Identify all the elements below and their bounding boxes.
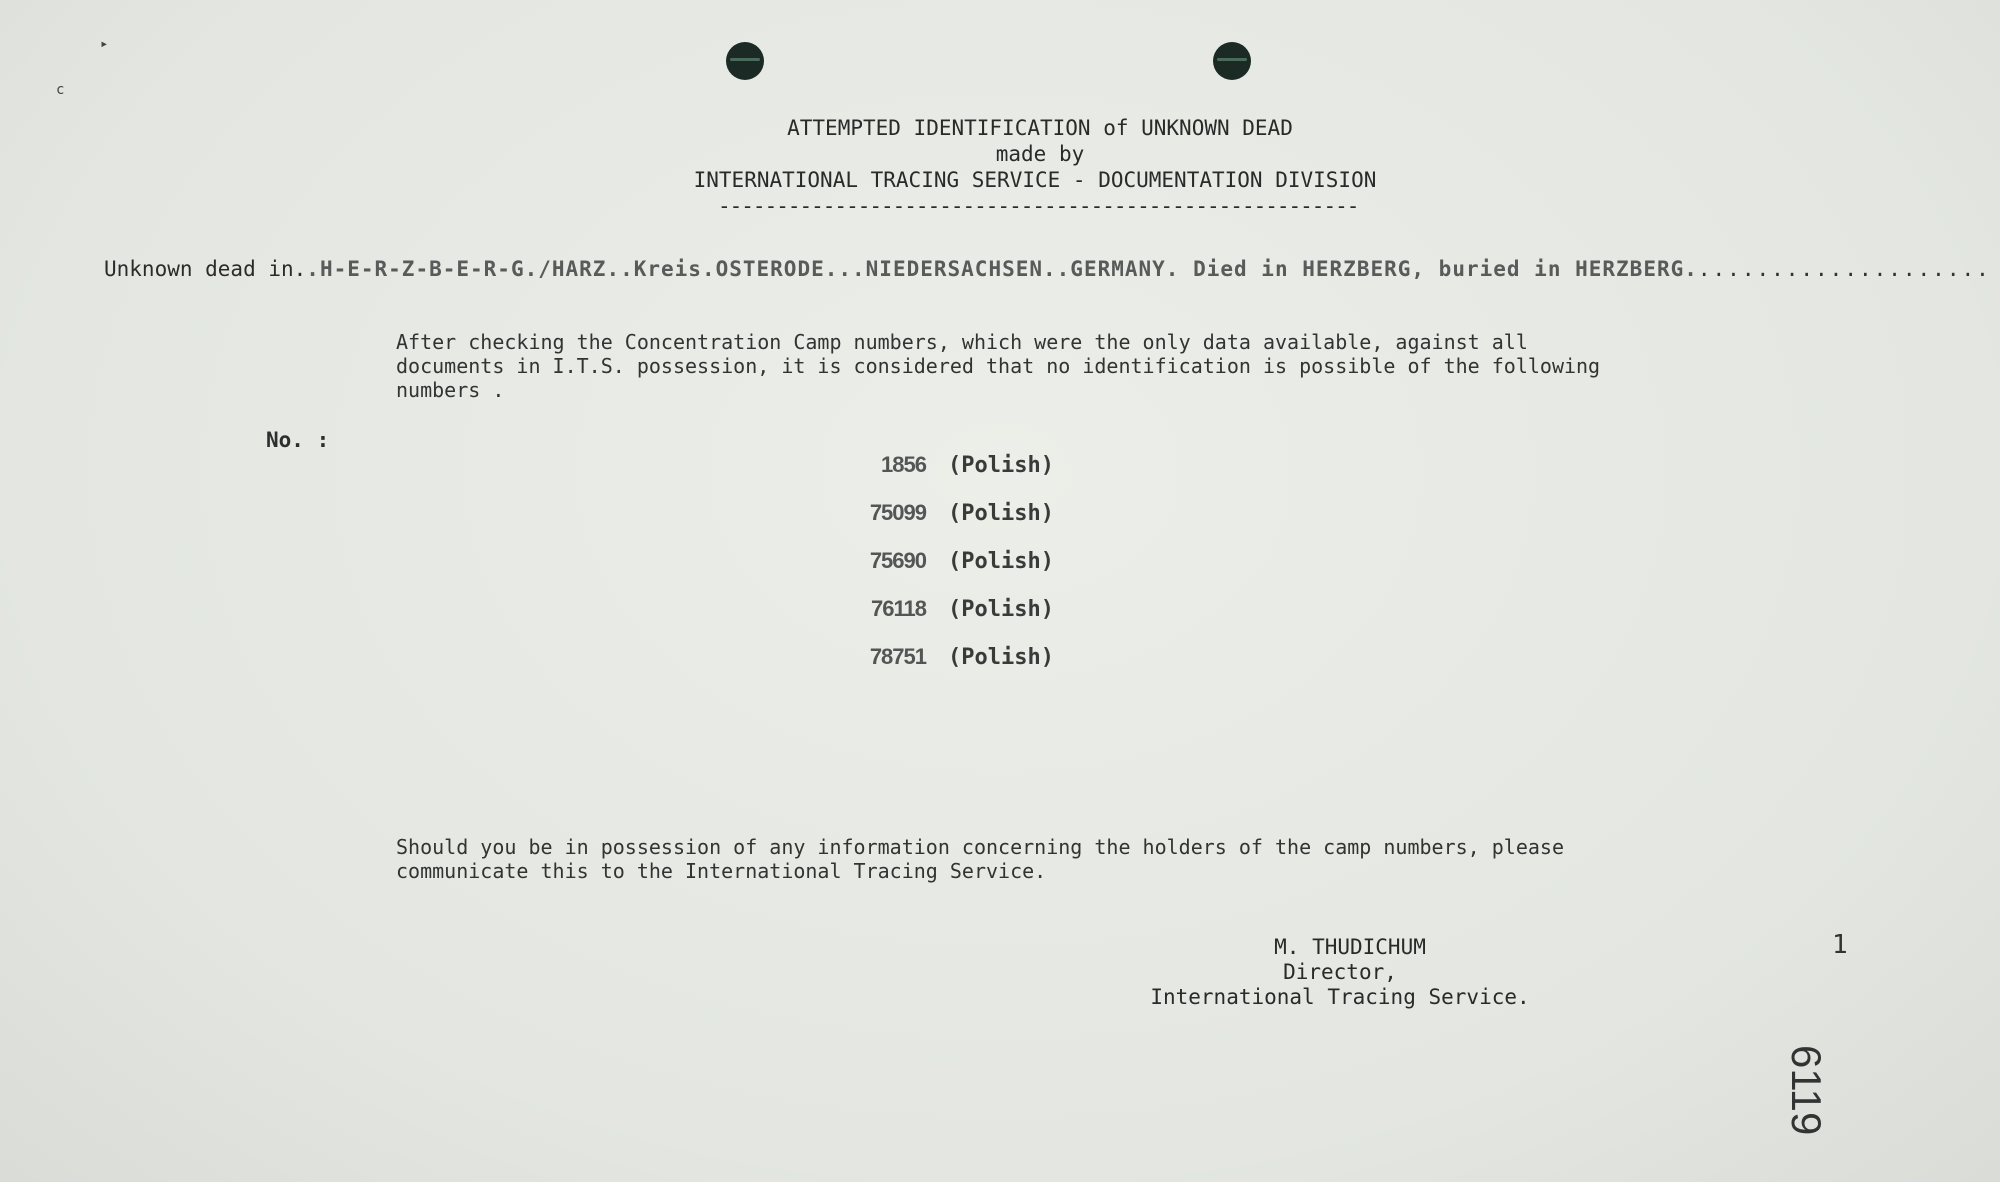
location-stamp: .H-E-R-Z-B-E-R-G./HARZ..Kreis.OSTERODE...NIEDERSACHSEN..GERMANY. Died in HERZBERG, buried in HERZBERG.: [306, 257, 1698, 281]
header-rule: -------------------------------------------------------: [718, 194, 1359, 218]
nationality: (Polish): [948, 597, 1054, 622]
signature-block: [1140, 935, 1540, 1010]
camp-number-row: [840, 644, 1100, 692]
closing-paragraph: Should you be in possession of any information concerning the holders of the camp numbers, please communicate this to the International Tracing Service.: [396, 835, 1564, 883]
location-line: [104, 257, 1991, 281]
location-leader: ....................: [1697, 257, 1991, 281]
camp-number: 75099: [869, 500, 926, 525]
nationality: (Polish): [948, 549, 1054, 574]
signatory-name: M. THUDICHUM: [1274, 935, 1426, 959]
nationality: (Polish): [948, 645, 1054, 670]
numbers-label: No. :: [266, 428, 330, 452]
camp-number-row: [840, 452, 1100, 500]
intro-paragraph: After checking the Concentration Camp numbers, which were the only data available, against all documents in I.T.S. possession, it is considered that no identification is possible of the following numbers .: [396, 330, 1601, 402]
camp-number-row: [840, 500, 1100, 548]
punch-hole-left: [726, 42, 764, 80]
header-title: ATTEMPTED IDENTIFICATION of UNKNOWN DEAD: [787, 116, 1293, 140]
ink-speck: c: [56, 82, 65, 98]
location-label: Unknown dead in.: [104, 257, 307, 281]
camp-number: 76118: [871, 596, 926, 621]
nationality: (Polish): [948, 453, 1054, 478]
signatory-title: Director,: [1283, 960, 1397, 984]
camp-number: 1856: [881, 452, 926, 477]
punch-hole-right: [1213, 42, 1251, 80]
camp-number-row: [840, 548, 1100, 596]
signatory-organization: International Tracing Service.: [1150, 985, 1530, 1009]
camp-number: 75690: [869, 548, 926, 573]
camp-number-row: [840, 596, 1100, 644]
page-number: 6119: [1783, 1045, 1830, 1136]
header-organization: INTERNATIONAL TRACING SERVICE - DOCUMENTATION DIVISION: [693, 168, 1377, 192]
camp-number: 78751: [869, 644, 926, 669]
nationality: (Polish): [948, 501, 1054, 526]
camp-numbers-list: [840, 452, 1100, 692]
document-header: [0, 115, 2000, 219]
header-subtitle: made by: [995, 142, 1085, 166]
margin-mark: 1: [1832, 930, 1848, 960]
ink-speck: ▸: [100, 36, 109, 52]
